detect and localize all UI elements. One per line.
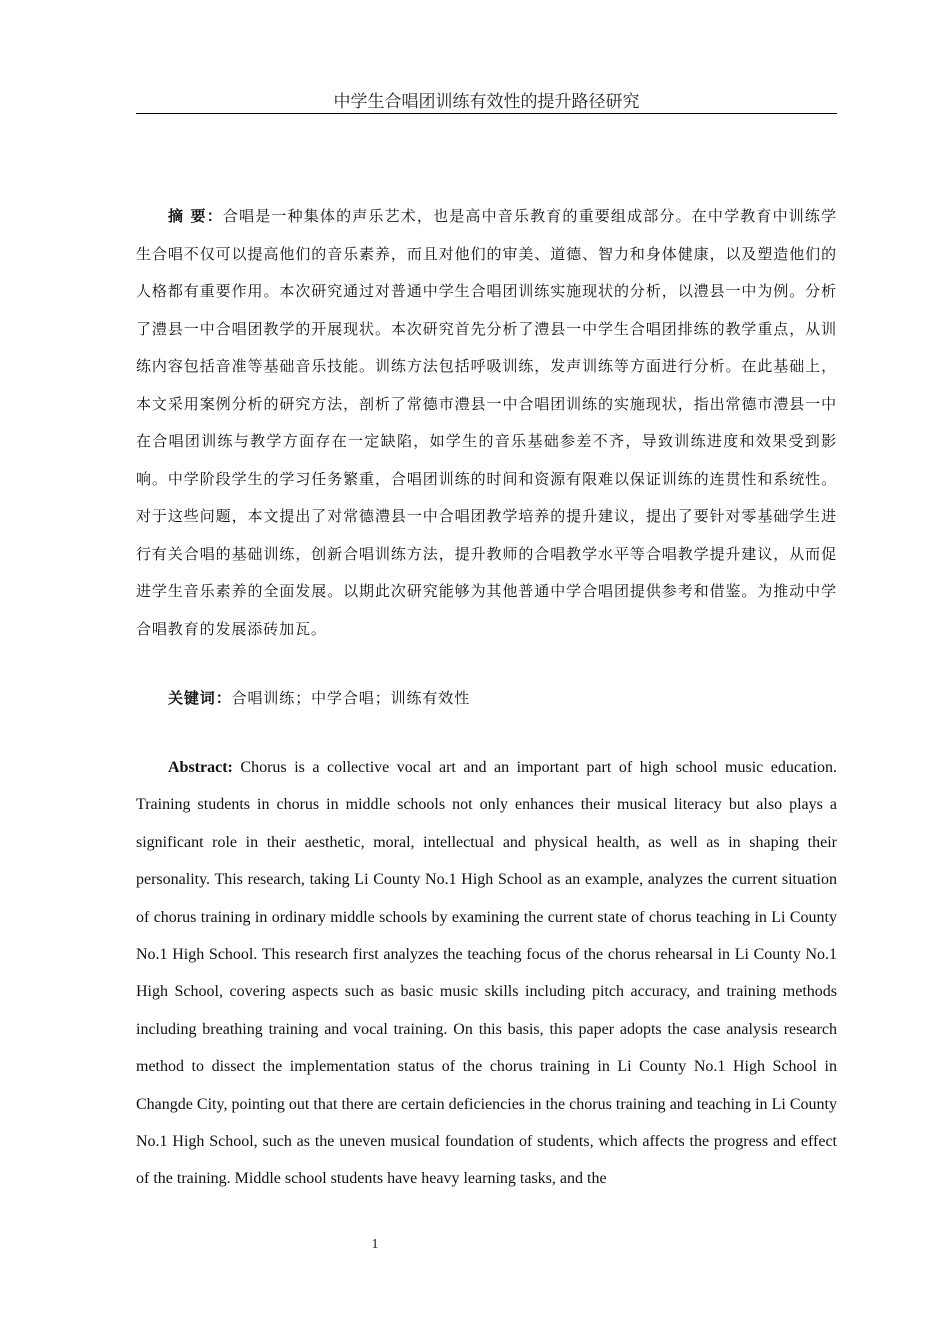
english-abstract-label: Abstract:: [168, 759, 233, 776]
running-header-title: 中学生合唱团训练有效性的提升路径研究: [136, 91, 837, 114]
chinese-abstract-text: 合唱是一种集体的声乐艺术，也是高中音乐教育的重要组成部分。在中学教育中训练学生合唱不仅可以提高他们的音乐素养，而且对他们的审美、道德、智力和身体健康，以及塑造他们的人格都有重要作用。本次研究通过对普通中学生合唱团训练实施现状的分析，以澧县一中为例。分析了澧县一中合唱团教学的开展现状。本次研究首先分析了澧县一中学生合唱团排练的教学重点，从训练内容包括音准等基础音乐技能。训练方法包括呼吸训练，发声训练等方面进行分析。在此基础上，本文采用案例分析的研究方法，剖析了常德市澧县一中合唱团训练的实施现状，指出常德市澧县一中在合唱团训练与教学方面存在一定缺陷，如学生的音乐基础参差不齐，导致训练进度和效果受到影响。中学阶段学生的学习任务繁重，合唱团训练的时间和资源有限难以保证训练的连贯性和系统性。对于这些问题，本文提出了对常德澧县一中合唱团教学培养的提升建议，提出了要针对零基础学生进行有关合唱的基础训练，创新合唱训练方法，提升教师的合唱教学水平等合唱教学提升建议，从而促进学生音乐素养的全面发展。以期此次研究能够为其他普通中学合唱团提供参考和借鉴。为推动中学合唱教育的发展添砖加瓦。: [136, 207, 837, 638]
english-abstract-text: Chorus is a collective vocal art and an important part of high school music education. Training students in chorus in middle schools not only enhances their musical literacy but also plays a significant role in their aesthetic, moral, intellectual and physical health, as well as in shaping their personality. This research, taking Li County No.1 High School as an example, analyzes the current situation of chorus training in ordinary middle schools by examining the current state of chorus teaching in Li County No.1 High School. This research first analyzes the teaching focus of the chorus rehearsal in Li County No.1 High School, covering aspects such as basic music skills including pitch accuracy, and training methods including breathing training and vocal training. On this basis, this paper adopts the case analysis research method to dissect the implementation status of the chorus training in Li County No.1 High School in Changde City, pointing out that there are certain deficiencies in the chorus training and teaching in Li County No.1 High School, such as the uneven musical foundation of students, which affects the progress and effect of the training. Middle school students have heavy learning tasks, and the: [136, 759, 837, 1188]
keywords-text: 合唱训练；中学合唱；训练有效性: [231, 689, 471, 707]
chinese-abstract-label: 摘 要：: [168, 207, 223, 225]
keywords-label: 关键词：: [168, 689, 232, 707]
chinese-abstract: [136, 198, 837, 648]
page-number: 1: [371, 1237, 379, 1252]
english-abstract: [136, 749, 837, 1198]
keywords-line: [136, 680, 837, 717]
